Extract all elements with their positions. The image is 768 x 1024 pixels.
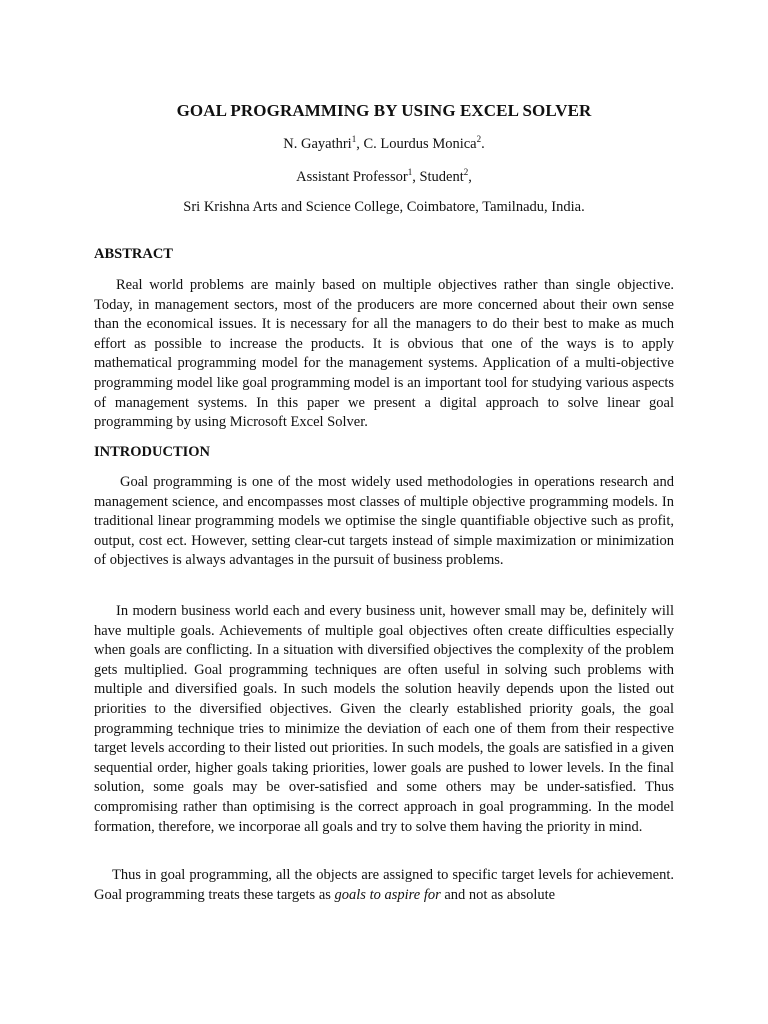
abstract-heading: ABSTRACT (94, 246, 173, 262)
author-line-end: . (481, 136, 485, 152)
college-line: Sri Krishna Arts and Science College, Coimbatore, Tamilnadu, India. (183, 199, 585, 215)
role-2: Student (419, 169, 464, 185)
affiliation-line-end: , (468, 169, 472, 185)
author-1-superscript: 1 (351, 134, 357, 144)
role-separator: , (412, 169, 420, 185)
intro-paragraph-3 (94, 866, 674, 905)
role-1-superscript: 1 (407, 167, 413, 177)
author-line (0, 136, 768, 153)
intro-p3-text-end: and not as absolute (440, 886, 556, 903)
intro-paragraph-1: Goal programming is one of the most widely used methodologies in operations research and management science, and encompasses most classes of multiple objective programming models. In traditional linear programming models we optimise the single quantifiable objective such as profit, output, cost ect. However, setting clear-cut targets instead of simple maximization or minimization of objectives is always advantages in the pursuit of business problems. (94, 474, 674, 569)
role-2-superscript: 2 (463, 167, 469, 177)
intro-paragraph-2: In modern business world each and every business unit, however small may be, definitely will have multiple goals. Achievements of multiple goal objectives often create difficulties especially when goals are conflicting. In a situation with diversified objectives the complexity of the problem gets multiplied. Goal programming techniques are often useful in solving such problems with multiple and diversified goals. In such models the solution heavily depends upon the listed out priorities to the diversified objectives. Given the clearly established priority goals, the goal programming technique tries to minimize the deviation of each one of them from their respective target levels according to their listed out priorities. In such models, the goals are satisfied in a given sequential order, higher goals taking priorities, lower goals are pushed to lower levels. In the final solution, some goals may be over-satisfied and some others may be under-satisfied. Thus compromising rather than optimising is the correct approach in goal programming. In the model formation, therefore, we incorporae all goals and try to solve them having the priority in mind. (94, 603, 674, 835)
intro-p3-italic-phrase: goals to aspire for (334, 886, 441, 903)
affiliation-line (0, 169, 768, 186)
role-1: Assistant Professor (296, 169, 408, 185)
abstract-paragraph: Real world problems are mainly based on multiple objectives rather than single objective. Today, in management sectors, most of the producers are more concerned about their own sense than the economical issues. It is necessary for all the managers to do their best to make as much effort as possible to increase the products. It is obvious that one of the ways is to apply mathematical programming model for the management systems. Application of a multi-objective programming model like goal programming model is an important tool for studying various aspects of management systems. In this paper we present a digital approach to solve linear goal programming by using Microsoft Excel Solver. (94, 277, 674, 431)
author-1-name: N. Gayathri (283, 136, 352, 152)
author-separator: , (356, 136, 364, 152)
paper-title: GOAL PROGRAMMING BY USING EXCEL SOLVER (176, 101, 592, 120)
introduction-heading: INTRODUCTION (94, 444, 211, 460)
author-2-name: C. Lourdus Monica (363, 136, 477, 152)
intro-p3-text-start: Thus in goal programming, all the objects are assigned to specific target levels for achievement. Goal programming treats these targets as (94, 867, 674, 903)
author-2-superscript: 2 (476, 134, 482, 144)
